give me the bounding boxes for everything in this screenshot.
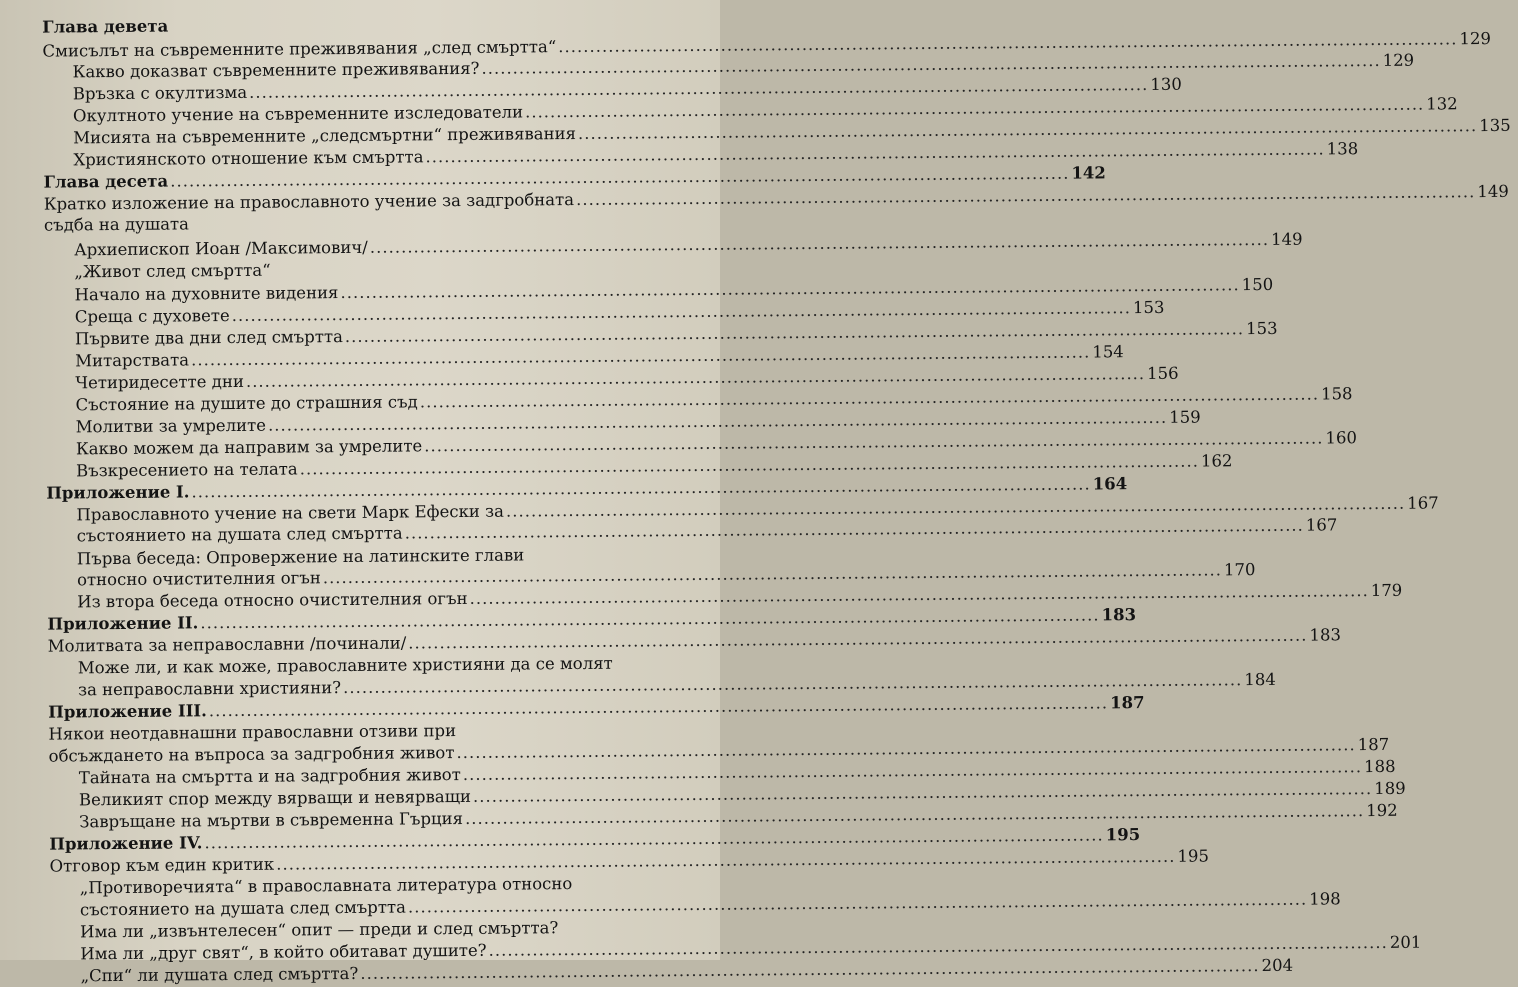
toc-entry-page: 130 [1150, 74, 1182, 94]
toc-entry-page: 179 [1370, 580, 1403, 601]
toc-entry-title: Мисията на съвременните „следсмъртни“ преживявания [73, 123, 577, 148]
toc-entry-title: Православното учение на свети Марк Ефески за [76, 501, 504, 525]
toc-entry-page: 156 [1147, 363, 1179, 384]
toc-entry-page: 189 [1374, 778, 1406, 799]
toc-entry-title: Начало на духовните видения [74, 283, 339, 305]
toc-entry-page: 187 [1357, 734, 1390, 755]
toc-entry-page: 154 [1092, 342, 1124, 362]
toc-entry-title: Завръщане на мъртви в съвременна Гърция [79, 808, 464, 832]
toc-entry-page: 129 [1459, 28, 1492, 49]
toc-entry-title: за неправославни християни? [77, 678, 342, 700]
toc-entry-title: Християнското отношение към смъртта [73, 147, 424, 170]
toc-entry-page: 201 [1389, 932, 1422, 952]
toc-entry-title: Великият спор между вярващи и невярващи [78, 786, 472, 810]
toc-entry-title: обсъждането на въпроса за задгробния живот [48, 743, 455, 766]
toc-entry [48, 693, 1145, 723]
toc-entry-title: Молитви за умрелите [75, 415, 267, 437]
toc-entry-page: 160 [1325, 428, 1358, 448]
toc-entry-page: 184 [1244, 669, 1276, 690]
toc-entry-title: Връзка с окултизма [72, 82, 248, 104]
toc-entry-continuation: Първа беседа: Опровержение на латинските глави [76, 545, 525, 569]
toc-entry-title: Четиридесетте дни [75, 371, 244, 393]
toc-entry [79, 889, 1341, 921]
toc-entry-title: Приложение IV. [49, 833, 203, 854]
toc-entry-title: Какво доказват съвременните преживявания? [72, 58, 480, 82]
toc-entry-page: 153 [1246, 318, 1278, 339]
toc-entry-title: Митарствата [75, 350, 190, 371]
toc-entry-page: 153 [1132, 297, 1165, 318]
toc-entry-title: Окултното учение на съвременните изследователи [72, 102, 524, 126]
toc-entry-page: 129 [1382, 50, 1415, 70]
toc-entry-page: 198 [1309, 889, 1341, 909]
toc-entry-title: Глава десета [43, 171, 169, 192]
toc-entry [74, 229, 1303, 261]
toc-entry-page: 195 [1177, 846, 1210, 866]
toc-entry-page: 138 [1326, 139, 1359, 159]
toc-entry-page: 167 [1407, 493, 1439, 513]
toc-entry [80, 955, 1294, 987]
dot-leader [370, 229, 1269, 258]
toc-entry-title: Първите два дни след смъртта [74, 327, 343, 349]
toc-entry-title: Кратко изложение на православното учение за задгробната [43, 189, 575, 214]
toc-entry-continuation: съдба на душата [43, 214, 190, 235]
toc-entry-page: 159 [1169, 407, 1201, 427]
toc-entry-continuation: „Противоречията“ в православната литература относно [79, 874, 573, 898]
toc-entry-title: Приложение I. [46, 482, 190, 503]
toc-entry-page: 132 [1426, 94, 1458, 114]
toc-entry-title: Отговор към един критик [49, 854, 275, 876]
toc-entry-page: 164 [1092, 474, 1128, 494]
toc-entry-title: Има ли „друг свят“, в който обитават душите? [80, 940, 487, 964]
toc-entry [76, 515, 1338, 547]
toc-entry-page: 158 [1320, 384, 1353, 404]
toc-entry-title: Приложение III. [48, 701, 207, 722]
toc-entry-continuation: Има ли „извънтелесен“ опит — преди и след смъртта? [80, 918, 559, 942]
toc-entry-title: Възкресението на телата [76, 459, 298, 481]
toc-entry-page: 187 [1109, 693, 1145, 713]
toc-entry-title: Състояние на душите до страшния съд [75, 392, 418, 415]
toc-entry-title: Какво можем да направим за умрелите [75, 436, 423, 459]
toc-entry-title: състоянието на душата след смъртта [79, 897, 406, 920]
toc-entry-page: 195 [1105, 825, 1141, 845]
toc-entry-title: Смисълът на съвременните преживявания „след смъртта“ [42, 37, 557, 61]
toc-entry-continuation: Може ли, и как може, православните християни да се молят [77, 653, 613, 678]
toc-entry-title: Среща с духовете [74, 306, 230, 327]
toc-entry-title: Глава девета [42, 16, 169, 37]
toc-entry-page: 142 [1071, 163, 1106, 183]
toc-entry-page: 149 [1270, 229, 1303, 249]
toc-entry-page: 170 [1223, 560, 1256, 580]
toc-entry-page: 192 [1366, 800, 1398, 821]
toc-entry-page: 162 [1200, 451, 1233, 471]
toc-entry-continuation: Някои неотдавнашни православни отзиви при [48, 721, 457, 744]
toc-entry-title: Архиепископ Иоан /Максимович/ [74, 237, 368, 260]
toc-entry [42, 11, 678, 38]
toc-entry-page: 183 [1309, 625, 1342, 645]
toc-entry-title: „Спи“ ли душата след смъртта? [80, 963, 359, 986]
toc-entry [49, 846, 1210, 877]
toc-entry-page: 204 [1261, 955, 1294, 976]
toc-entry-title: относно очистителния огън [76, 568, 321, 590]
toc-entry-page: 183 [1101, 605, 1137, 625]
toc-entry-title: Молитвата за неправославни /починали/ [47, 633, 407, 656]
toc-entry-title: Из втора беседа относно очистителния огън [77, 588, 468, 612]
toc-entry-page: 188 [1363, 756, 1396, 777]
toc-entry-page: 150 [1241, 274, 1274, 295]
toc-entry-page: 149 [1477, 181, 1509, 202]
toc-entry-continuation: „Живот след смъртта“ [74, 260, 271, 282]
toc-entry-page: 167 [1305, 515, 1338, 535]
toc-entry [47, 625, 1342, 657]
toc-entry-title: състоянието на душата след смъртта [76, 523, 403, 546]
toc-entry-page: 135 [1479, 115, 1511, 136]
toc-entry-title: Приложение II. [47, 613, 199, 634]
toc-entry-title: Тайната на смъртта и на задгробния живот [78, 765, 461, 788]
